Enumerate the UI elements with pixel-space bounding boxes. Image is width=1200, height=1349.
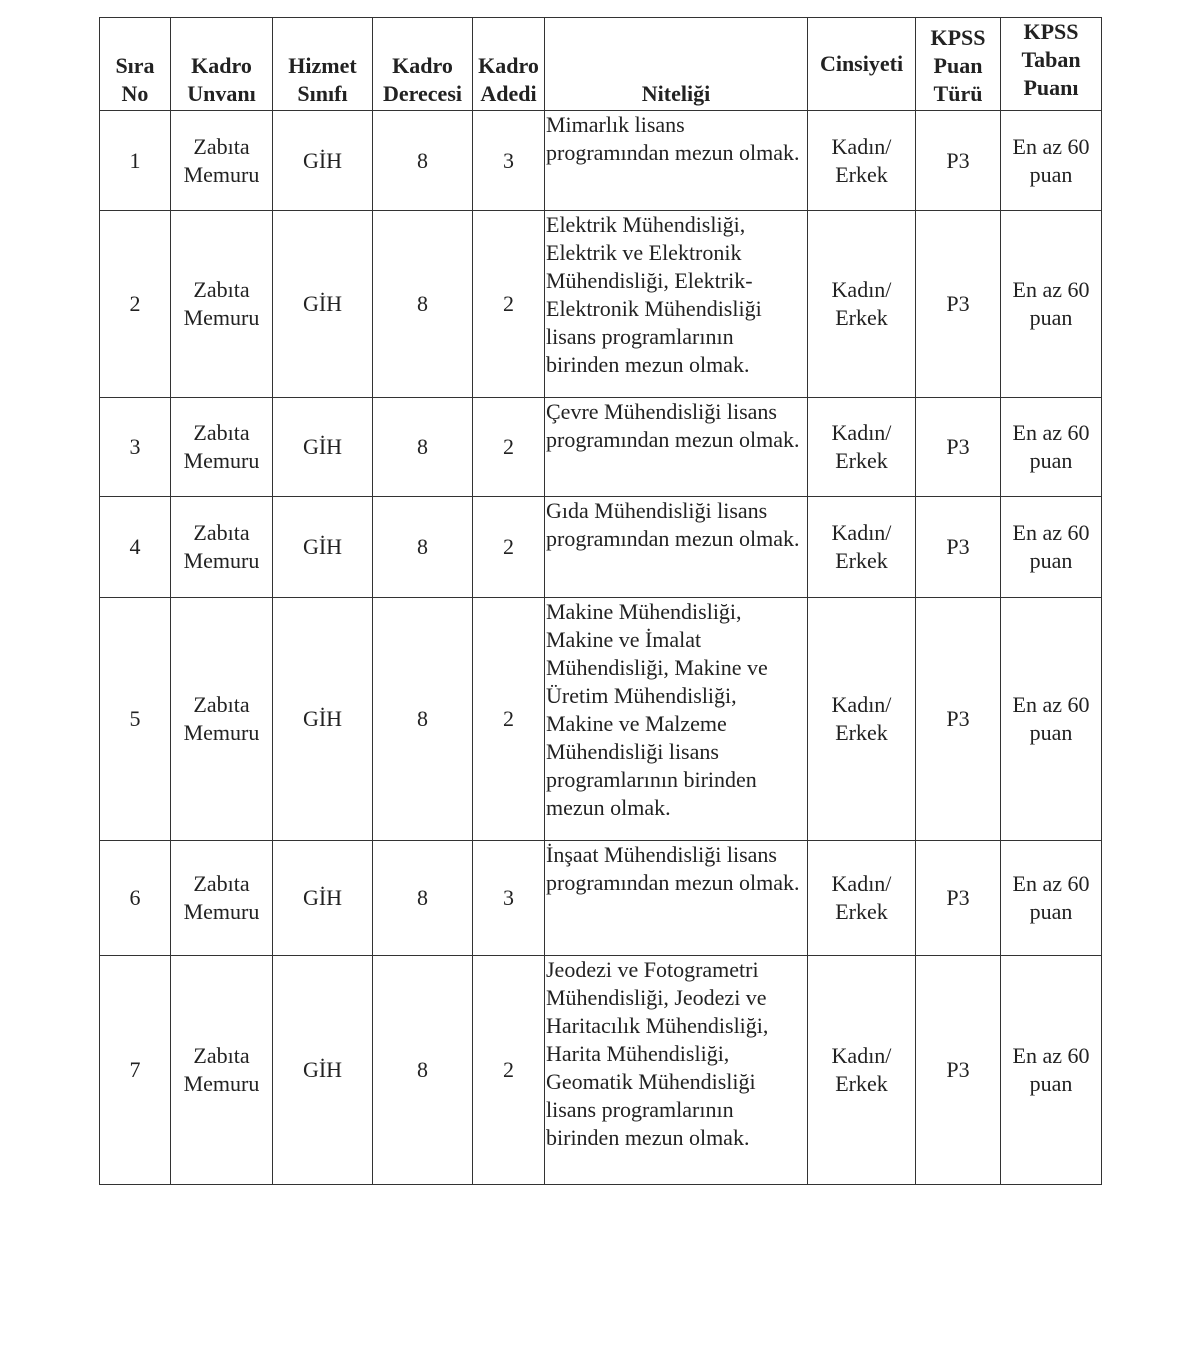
cell-cinsiyeti: Kadın/ Erkek <box>808 598 916 841</box>
header-kpss-taban-puani: KPSS Taban Puanı <box>1001 18 1102 111</box>
cell-cinsiyeti: Kadın/ Erkek <box>808 956 916 1185</box>
table-row <box>100 111 1102 211</box>
cell-kadro-adedi: 2 <box>473 598 545 841</box>
cell-sira-no: 7 <box>100 956 171 1185</box>
cell-kpss-puan-turu: P3 <box>916 211 1001 398</box>
cell-niteligi: İnşaat Mühendisliği lisans programından mezun olmak. <box>545 841 808 956</box>
cell-kadro-derecesi: 8 <box>373 398 473 497</box>
cell-kadro-derecesi: 8 <box>373 841 473 956</box>
cell-kadro-unvani: Zabıta Memuru <box>171 841 273 956</box>
cell-kadro-unvani: Zabıta Memuru <box>171 497 273 598</box>
cell-kadro-derecesi: 8 <box>373 111 473 211</box>
table-row <box>100 598 1102 841</box>
cell-kadro-derecesi: 8 <box>373 598 473 841</box>
header-row <box>100 18 1102 111</box>
cell-kadro-unvani: Zabıta Memuru <box>171 956 273 1185</box>
cell-hizmet-sinifi: GİH <box>273 841 373 956</box>
cell-hizmet-sinifi: GİH <box>273 398 373 497</box>
cell-kpss-taban-puani: En az 60 puan <box>1001 398 1102 497</box>
cell-cinsiyeti: Kadın/ Erkek <box>808 211 916 398</box>
table-row <box>100 398 1102 497</box>
cell-hizmet-sinifi: GİH <box>273 598 373 841</box>
cell-kpss-taban-puani: En az 60 puan <box>1001 841 1102 956</box>
table-row <box>100 211 1102 398</box>
cell-kpss-puan-turu: P3 <box>916 598 1001 841</box>
kadro-table <box>99 17 1102 1185</box>
header-kpss-puan-turu: KPSS Puan Türü <box>916 18 1001 111</box>
cell-kpss-taban-puani: En az 60 puan <box>1001 211 1102 398</box>
cell-kpss-puan-turu: P3 <box>916 497 1001 598</box>
cell-kadro-derecesi: 8 <box>373 497 473 598</box>
table-row <box>100 497 1102 598</box>
cell-niteligi: Makine Mühendisliği, Makine ve İmalat Mühendisliği, Makine ve Üretim Mühendisliği, Makine ve Malzeme Mühendisliği lisans programlarının birinden mezun olmak. <box>545 598 808 841</box>
cell-kpss-puan-turu: P3 <box>916 956 1001 1185</box>
cell-kadro-derecesi: 8 <box>373 956 473 1185</box>
cell-sira-no: 3 <box>100 398 171 497</box>
cell-sira-no: 4 <box>100 497 171 598</box>
header-hizmet-sinifi: Hizmet Sınıfı <box>273 18 373 111</box>
cell-cinsiyeti: Kadın/ Erkek <box>808 111 916 211</box>
cell-kadro-derecesi: 8 <box>373 211 473 398</box>
cell-kpss-puan-turu: P3 <box>916 111 1001 211</box>
cell-kpss-taban-puani: En az 60 puan <box>1001 111 1102 211</box>
cell-kadro-adedi: 2 <box>473 956 545 1185</box>
cell-kadro-adedi: 3 <box>473 841 545 956</box>
cell-hizmet-sinifi: GİH <box>273 497 373 598</box>
header-niteligi: Niteliği <box>545 18 808 111</box>
cell-cinsiyeti: Kadın/ Erkek <box>808 841 916 956</box>
cell-kpss-puan-turu: P3 <box>916 398 1001 497</box>
header-kadro-unvani: Kadro Unvanı <box>171 18 273 111</box>
cell-hizmet-sinifi: GİH <box>273 111 373 211</box>
cell-hizmet-sinifi: GİH <box>273 956 373 1185</box>
cell-kadro-unvani: Zabıta Memuru <box>171 598 273 841</box>
cell-niteligi: Jeodezi ve Fotogrametri Mühendisliği, Jeodezi ve Haritacılık Mühendisliği, Harita Mühendisliği, Geomatik Mühendisliği lisans programlarının birinden mezun olmak. <box>545 956 808 1185</box>
cell-kadro-unvani: Zabıta Memuru <box>171 398 273 497</box>
cell-kpss-taban-puani: En az 60 puan <box>1001 497 1102 598</box>
cell-niteligi: Gıda Mühendisliği lisans programından mezun olmak. <box>545 497 808 598</box>
cell-cinsiyeti: Kadın/ Erkek <box>808 497 916 598</box>
header-kadro-adedi: Kadro Adedi <box>473 18 545 111</box>
cell-cinsiyeti: Kadın/ Erkek <box>808 398 916 497</box>
cell-niteligi: Mimarlık lisans programından mezun olmak. <box>545 111 808 211</box>
header-sira-no: Sıra No <box>100 18 171 111</box>
cell-sira-no: 2 <box>100 211 171 398</box>
cell-sira-no: 5 <box>100 598 171 841</box>
cell-kpss-taban-puani: En az 60 puan <box>1001 598 1102 841</box>
table-row <box>100 956 1102 1185</box>
cell-kpss-taban-puani: En az 60 puan <box>1001 956 1102 1185</box>
table-row <box>100 841 1102 956</box>
cell-kadro-unvani: Zabıta Memuru <box>171 211 273 398</box>
cell-kpss-puan-turu: P3 <box>916 841 1001 956</box>
cell-sira-no: 1 <box>100 111 171 211</box>
cell-niteligi: Elektrik Mühendisliği, Elektrik ve Elektronik Mühendisliği, Elektrik-Elektronik Mühendisliği lisans programlarının birinden mezun olmak. <box>545 211 808 398</box>
cell-sira-no: 6 <box>100 841 171 956</box>
cell-kadro-unvani: Zabıta Memuru <box>171 111 273 211</box>
cell-niteligi: Çevre Mühendisliği lisans programından mezun olmak. <box>545 398 808 497</box>
cell-kadro-adedi: 2 <box>473 497 545 598</box>
cell-kadro-adedi: 2 <box>473 398 545 497</box>
cell-hizmet-sinifi: GİH <box>273 211 373 398</box>
header-cinsiyeti: Cinsiyeti <box>808 18 916 111</box>
header-kadro-derecesi: Kadro Derecesi <box>373 18 473 111</box>
cell-kadro-adedi: 3 <box>473 111 545 211</box>
cell-kadro-adedi: 2 <box>473 211 545 398</box>
